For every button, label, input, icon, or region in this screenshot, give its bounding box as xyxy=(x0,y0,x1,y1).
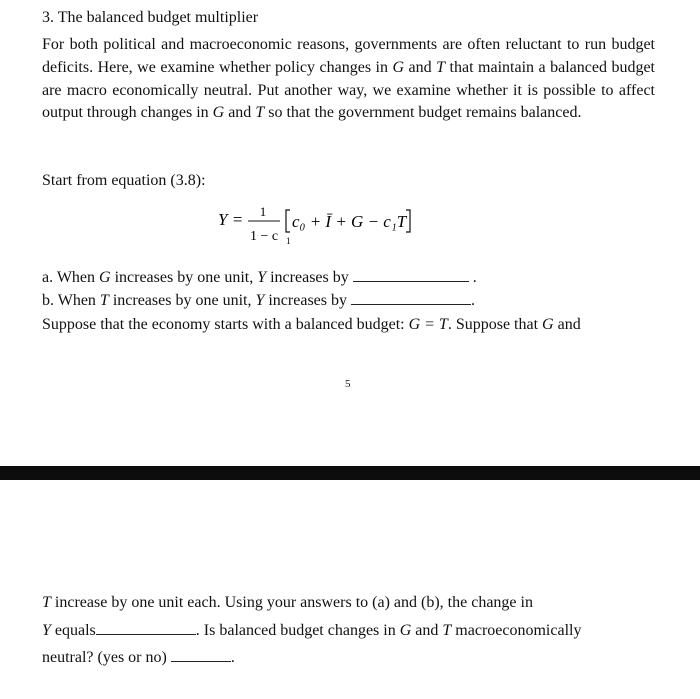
cont-var-y: Y xyxy=(42,622,51,639)
page-number: 5 xyxy=(345,378,351,390)
left-bracket xyxy=(286,210,290,232)
intro-and: and xyxy=(404,58,437,76)
part-b-var2: Y xyxy=(255,292,265,309)
cont-text-3: . Is balanced budget changes in xyxy=(195,622,400,639)
part-b-end: . xyxy=(471,292,475,309)
var-t: T xyxy=(436,58,446,76)
right-bracket xyxy=(406,210,410,232)
part-a-end: . xyxy=(468,269,477,286)
var-g: G xyxy=(392,58,405,76)
eq-denominator-sub: 1 xyxy=(286,236,291,246)
cont-var-g: G xyxy=(399,622,412,639)
var-g-2: G xyxy=(212,104,225,122)
cont-end: . xyxy=(230,649,235,666)
answer-blank-neutral[interactable] xyxy=(171,647,231,662)
eq-lhs: Y = xyxy=(218,210,244,229)
var-t-2: T xyxy=(255,104,265,122)
part-b-suffix: increases by xyxy=(264,292,347,309)
cont-var-t: T xyxy=(42,594,51,611)
cont-var-t2: T xyxy=(442,622,452,639)
part-a-prefix: a. When xyxy=(42,269,100,286)
part-b-var: T xyxy=(99,292,109,309)
cont-text-5: neutral? (yes or no) xyxy=(42,649,167,666)
suppose-line xyxy=(42,316,655,334)
suppose-eq: G = T xyxy=(408,316,448,333)
eq-bracket-body: c₀ + Ī + G − c₁T xyxy=(292,212,407,231)
part-b-prefix: b. When xyxy=(42,292,100,309)
cont-text-1: increase by one unit each. Using your answers to (a) and (b), the change in xyxy=(50,594,533,611)
answer-blank-a[interactable] xyxy=(353,267,469,282)
suppose-post: . Suppose that xyxy=(447,316,543,333)
answer-blank-b[interactable] xyxy=(351,290,471,305)
question-title: 3. The balanced budget multiplier xyxy=(42,9,259,26)
part-b-mid: increases by one unit, xyxy=(108,292,256,309)
part-a-var: G xyxy=(99,269,111,286)
suppose-end: and xyxy=(553,316,581,333)
part-b xyxy=(42,290,475,310)
equation-3-8 xyxy=(218,200,438,260)
part-a-suffix: increases by xyxy=(266,269,349,286)
cont-text-2: equals xyxy=(50,622,96,639)
intro-text-2: that maintain a balanced budget are macro economically neutral. Put another way, we examine whether it is possible to affect output through changes in xyxy=(42,58,655,122)
page-divider-bar xyxy=(0,466,700,480)
suppose-var: G xyxy=(542,316,554,333)
intro-paragraph xyxy=(42,34,655,125)
suppose-pre: Suppose that the economy starts with a balanced budget: xyxy=(42,316,409,333)
eq-denominator: 1 − c xyxy=(250,229,279,244)
intro-text-1: For both political and macroeconomic reasons, governments are often reluctant to run budget deficits. Here, we examine whether policy changes in xyxy=(42,36,655,76)
intro-text-3: so that the government budget remains balanced. xyxy=(264,104,582,122)
cont-and: and xyxy=(411,622,443,639)
cont-text-4: macroeconomically xyxy=(451,622,582,639)
answer-blank-change-y[interactable] xyxy=(96,620,196,635)
eq-numerator: 1 xyxy=(259,204,267,219)
continuation-line-3 xyxy=(42,645,655,671)
continuation-line-2 xyxy=(42,618,655,644)
intro-and-2: and xyxy=(224,104,256,122)
part-a-mid: increases by one unit, xyxy=(110,269,258,286)
continuation-line-1 xyxy=(42,590,655,616)
start-text: Start from equation (3.8): xyxy=(42,172,206,189)
part-a-var2: Y xyxy=(257,269,267,286)
part-a xyxy=(42,267,477,287)
